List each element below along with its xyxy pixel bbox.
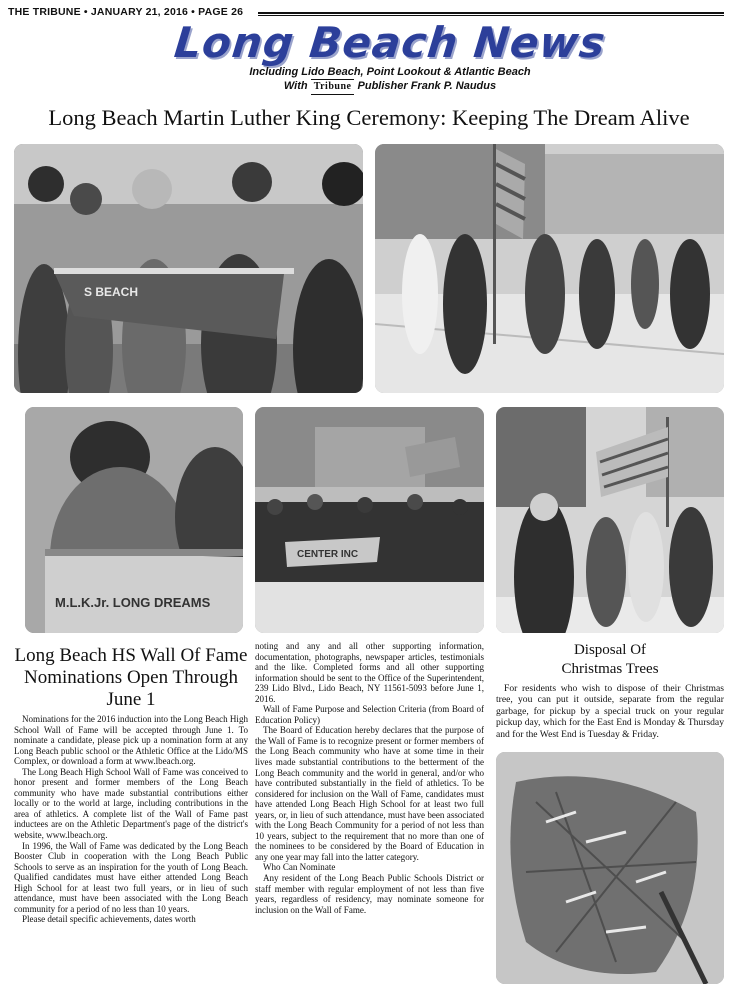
story2-headline-line1: Disposal Of [573,642,647,658]
story1-paragraph: Nominations for the 2016 induction into the Long Beach High School Wall of Fame will be accepted through June 1. To nominate a candidate, please pick up a nomination form at any Long Beach public school or the Athletic Office at the Lido/MS Complex, or download a form at www.lbeach.org. [14,714,248,767]
story1-paragraph: In 1996, the Wall of Fame was dedicated by the Long Beach Booster Club in cooperation with the Long Beach Public Schools to serve as an inspiration for the youth of Long Beach. Qualified candidates must have either attended Long Beach High School for at least two full years, or in lieu of such attendance, must have been associated with the Long Beach community for a period of no less than 10 years. [14,840,248,914]
story2-paragraph: For residents who wish to dispose of their Christmas tree, you can put it outside, separate from the regular garbage, for pickup by a special truck on your regular pickup day, which for the East End is Monday & Thursday and for the West End is Tuesday & Friday. [496,683,724,740]
photo-christmas-tree [496,752,724,984]
banner-text: M.L.K.Jr. LONG DREAMS [55,595,211,610]
folio-rule [258,12,724,16]
story1-paragraph: Please detail specific achievements, dates worth [22,914,196,925]
masthead [140,18,640,96]
story1-paragraph: Any resident of the Long Beach Public Schools District or staff member with regular employment of not less than five years, regardless of residency, may nominate someone for inclusion on the Wall of Fame. [255,873,484,915]
story1-column-2 [255,641,484,915]
story2-headline-line2: Christmas Trees [561,661,659,677]
photo-parade-street-flag [375,144,724,393]
story1-headline: Long Beach HS Wall Of Fame Nominations Open Through June 1 [14,645,248,710]
photo-girl-mlk-banner [25,407,243,633]
story1-paragraph: The Board of Education hereby declares that the purpose of the Wall of Fame is to recognize present or former members of the Long Beach community who have at some time in their lives made substantial contributions to the betterment of the Long Beach community and the world in general, and/or who have contributed substantially in the field of athletics. To be considered for inclusion on the Wall of Fame, candidates must have attended Long Beach High School for at least two full years, or, in lieu of such attendance, must have been associated with the Long Beach Community for a period of not less than 10 years, subject to the requirement that no more than one of the nominees to be considered by the Board of Education in any one year may fall into the latter category. [255,725,484,862]
masthead-subtitle: Including Lido Beach, Point Lookout & Atlantic Beach [249,66,531,78]
story2-headline [496,641,724,679]
publisher-name: Publisher Frank P. Naudus [357,80,497,92]
tribune-logo: Tribune [311,79,355,95]
banner-text: S BEACH [84,285,139,299]
story2-body [496,683,724,740]
photo-marchers-banner [14,144,363,393]
publisher-prefix: With [283,80,308,92]
story1-paragraph: The Long Beach High School Wall of Fame was conceived to honor present and former members of the Long Beach community who have made substantial contributions either locally or to the world at large, including contributions in the area of athletics. A complete list of the Wall of Fame past inductees are on the Athletic Department's page of the district's website, www.lbeach.org. [14,766,248,841]
page-headline: Long Beach Martin Luther King Ceremony: Keeping The Dream Alive [48,105,690,130]
story1-paragraph: noting and any and all other supporting information, documentation, photographs, newspaper articles, testimonials and the like. Completed forms and all other supporting information should be sent to the Office of the Superintendent, 239 Lido Blvd., Lido Beach, NY 11561-5093 before June 1, 2016. [255,641,484,704]
story1-paragraph: Wall of Fame Purpose and Selection Criteria (from Board of Education Policy) [255,704,484,725]
masthead-publisher-line [140,79,640,95]
banner-text: CENTER INC [297,549,359,560]
masthead-title: Long Beach News [172,18,609,67]
photo-crowd-banner [255,407,484,633]
story1-subhead: Who Can Nominate [263,862,336,873]
photo-marchers-flag [496,407,724,633]
story1-column-1 [14,714,248,925]
page-folio: THE TRIBUNE • JANUARY 21, 2016 • PAGE 26 [8,6,244,18]
